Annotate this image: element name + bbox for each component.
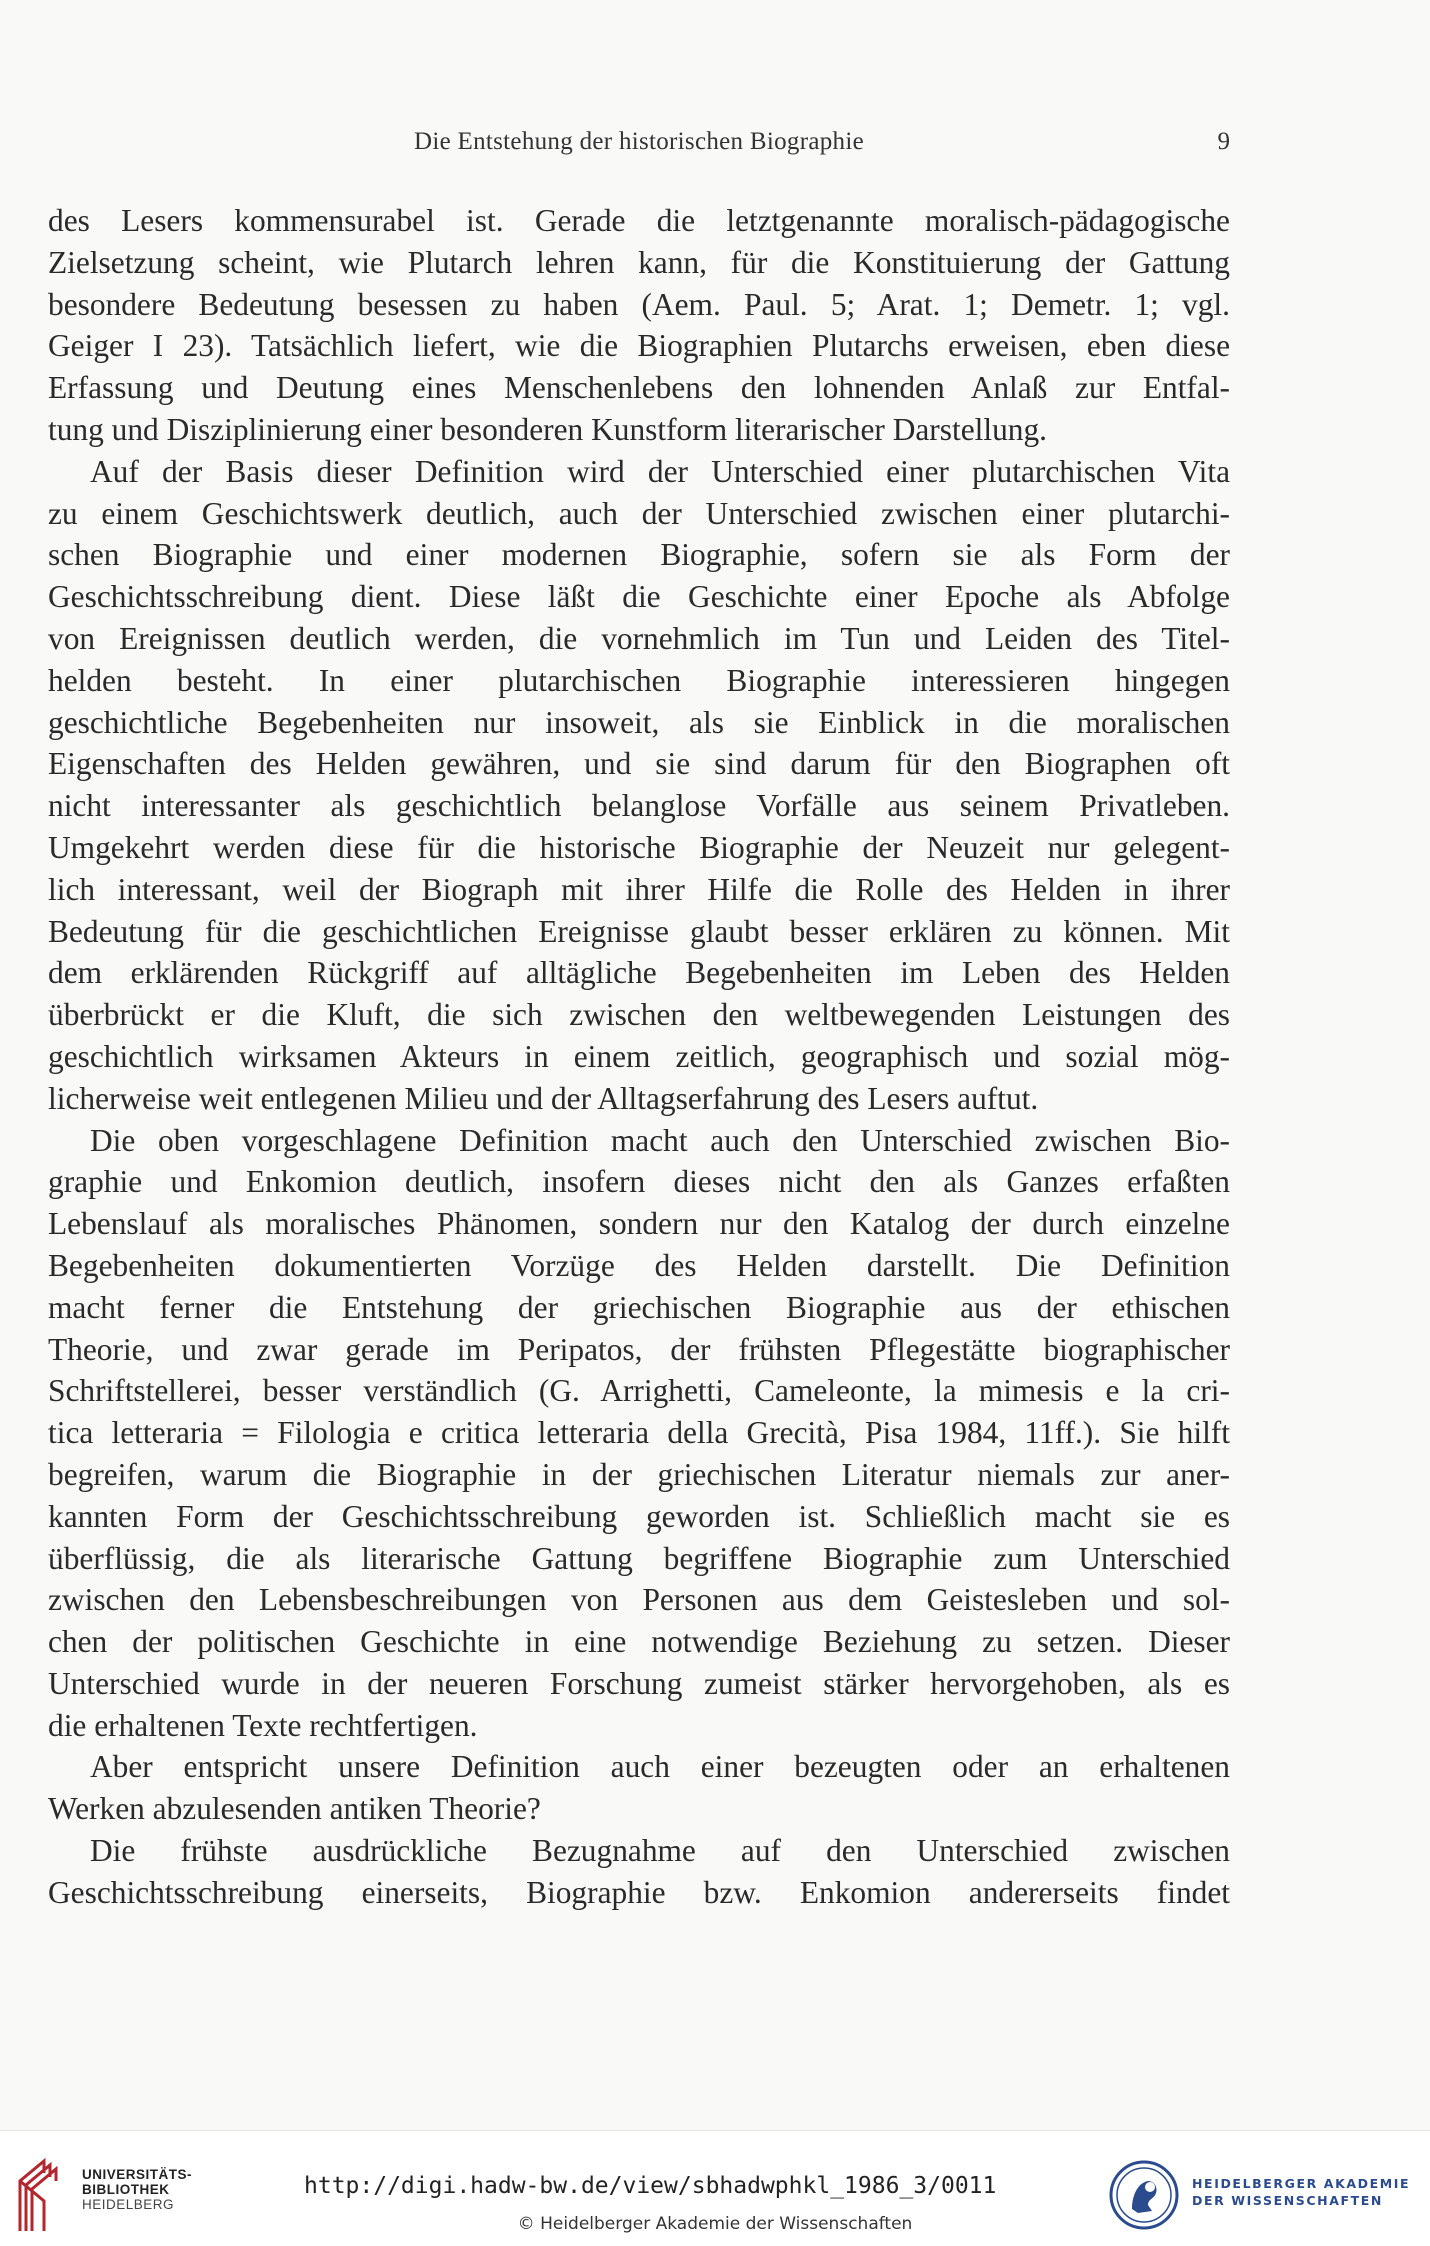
text-line: Die frühste ausdrückliche Bezugnahme auf den Unterschied zwischen (90, 1833, 1230, 1869)
library-name-line: HEIDELBERG (82, 2197, 175, 2212)
text-line: tung und Disziplinierung einer besonderen Kunstform literarischer Darstellung. (48, 411, 1047, 447)
text-line: graphie und Enkomion deutlich, insofern dieses nicht den als Ganzes erfaßten (48, 1164, 1230, 1200)
text-line: helden besteht. In einer plutarchischen Biographie interessieren hingegen (48, 662, 1230, 698)
text-line: Erfassung und Deutung eines Menschenlebens den lohnenden Anlaß zur Entfal- (48, 370, 1230, 406)
library-name-line: UNIVERSITÄTS- (82, 2167, 193, 2182)
academy-name-line: HEIDELBERGER AKADEMIE (1192, 2176, 1411, 2191)
page-number: 9 (1217, 128, 1230, 155)
university-library-name (82, 2167, 192, 2212)
text-line: Geiger I 23). Tatsächlich liefert, wie die Biographien Plutarchs erweisen, eben diese (48, 328, 1230, 364)
text-line: geschichtliche Begebenheiten nur insoweit, als sie Einblick in die moralischen (48, 704, 1230, 740)
library-name-line: BIBLIOTHEK (82, 2182, 170, 2197)
text-line: die erhaltenen Texte rechtfertigen. (48, 1707, 478, 1743)
digitization-footer (0, 2130, 1430, 2246)
text-line: Geschichtsschreibung dient. Diese läßt die Geschichte einer Epoche als Abfolge (48, 579, 1230, 615)
academy-name-line: DER WISSENSCHAFTEN (1192, 2193, 1383, 2208)
running-head (48, 128, 1230, 164)
text-line: des Lesers kommensurabel ist. Gerade die letztgenannte moralisch-pädagogische (48, 203, 1230, 238)
text-line: schen Biographie und einer modernen Biographie, sofern sie als Form der (48, 537, 1230, 573)
text-line: zu einem Geschichtswerk deutlich, auch der Unterschied zwischen einer plutarchi- (48, 495, 1230, 531)
text-line: kannten Form der Geschichtsschreibung geworden ist. Schließlich macht sie es (48, 1498, 1230, 1534)
text-line: Begebenheiten dokumentierten Vorzüge des Helden darstellt. Die Definition (48, 1247, 1230, 1283)
text-line: besondere Bedeutung besessen zu haben (Aem. Paul. 5; Arat. 1; Demetr. 1; vgl. (48, 286, 1230, 322)
text-line: Theorie, und zwar gerade im Peripatos, der frühsten Pflegestätte biographischer (48, 1331, 1230, 1367)
text-line: macht ferner die Entstehung der griechischen Biographie aus der ethischen (48, 1289, 1230, 1325)
text-line: Bedeutung für die geschichtlichen Ereignisse glaubt besser erklären zu können. Mit (48, 913, 1230, 949)
running-title: Die Entstehung der historischen Biographie (413, 128, 864, 155)
text-line: Geschichtsschreibung einerseits, Biographie bzw. Enkomion andererseits findet (48, 1874, 1230, 1910)
text-line: zwischen den Lebensbeschreibungen von Personen aus dem Geistesleben und sol- (48, 1582, 1230, 1618)
text-line: von Ereignissen deutlich werden, die vornehmlich im Tun und Leiden des Titel- (48, 620, 1230, 656)
text-line: Umgekehrt werden diese für die historische Biographie der Neuzeit nur gelegent- (48, 829, 1230, 865)
permalink-url[interactable]: http://digi.hadw-bw.de/view/sbhadwphkl_1986_3/0011 (304, 2173, 997, 2199)
text-line: Auf der Basis dieser Definition wird der Unterschied einer plutarchischen Vita (90, 453, 1230, 489)
text-line: lich interessant, weil der Biograph mit ihrer Hilfe die Rolle des Helden in ihrer (48, 871, 1230, 907)
text-line: Werken abzulesenden antiken Theorie? (48, 1791, 541, 1827)
text-line: Schriftstellerei, besser verständlich (G. Arrighetti, Cameleonte, la mimesis e la cri- (48, 1373, 1230, 1409)
text-line: begreifen, warum die Biographie in der griechischen Literatur niemals zur aner- (48, 1456, 1230, 1492)
academy-seal-icon (1108, 2159, 1180, 2231)
text-line: tica letteraria = Filologia e critica letteraria della Grecità, Pisa 1984, 11ff.). Sie hilft (48, 1415, 1230, 1451)
text-line: überflüssig, die als literarische Gattung begriffene Biographie zum Unterschied (48, 1540, 1230, 1576)
copyright-notice: © Heidelberger Akademie der Wissenschaften (517, 2214, 913, 2234)
text-line: Lebenslauf als moralisches Phänomen, sondern nur den Katalog der durch einzelne (48, 1206, 1230, 1242)
academy-name (1192, 2175, 1410, 2209)
text-line: überbrückt er die Kluft, die sich zwischen den weltbewegenden Leistungen des (48, 997, 1230, 1033)
text-line: Aber entspricht unsere Definition auch einer bezeugten oder an erhaltenen (90, 1749, 1230, 1785)
text-line: dem erklärenden Rückgriff auf alltägliche Begebenheiten im Leben des Helden (48, 955, 1230, 991)
text-line: geschichtlich wirksamen Akteurs in einem zeitlich, geographisch und sozial mög- (48, 1038, 1230, 1074)
text-line: licherweise weit entlegenen Milieu und der Alltagserfahrung des Lesers auftut. (48, 1080, 1039, 1116)
body-text (48, 200, 1230, 1914)
text-line: Zielsetzung scheint, wie Plutarch lehren kann, für die Konstituierung der Gattung (48, 244, 1230, 280)
text-line: Unterschied wurde in der neueren Forschung zumeist stärker hervorgehoben, als es (48, 1665, 1230, 1701)
text-line: chen der politischen Geschichte in eine notwendige Beziehung zu setzen. Dieser (48, 1624, 1230, 1660)
text-line: Die oben vorgeschlagene Definition macht auch den Unterschied zwischen Bio- (90, 1122, 1230, 1158)
text-line: Eigenschaften des Helden gewähren, und sie sind darum für den Biographen oft (48, 746, 1230, 782)
text-line: nicht interessanter als geschichtlich belanglose Vorfälle aus seinem Privatleben. (48, 788, 1230, 824)
